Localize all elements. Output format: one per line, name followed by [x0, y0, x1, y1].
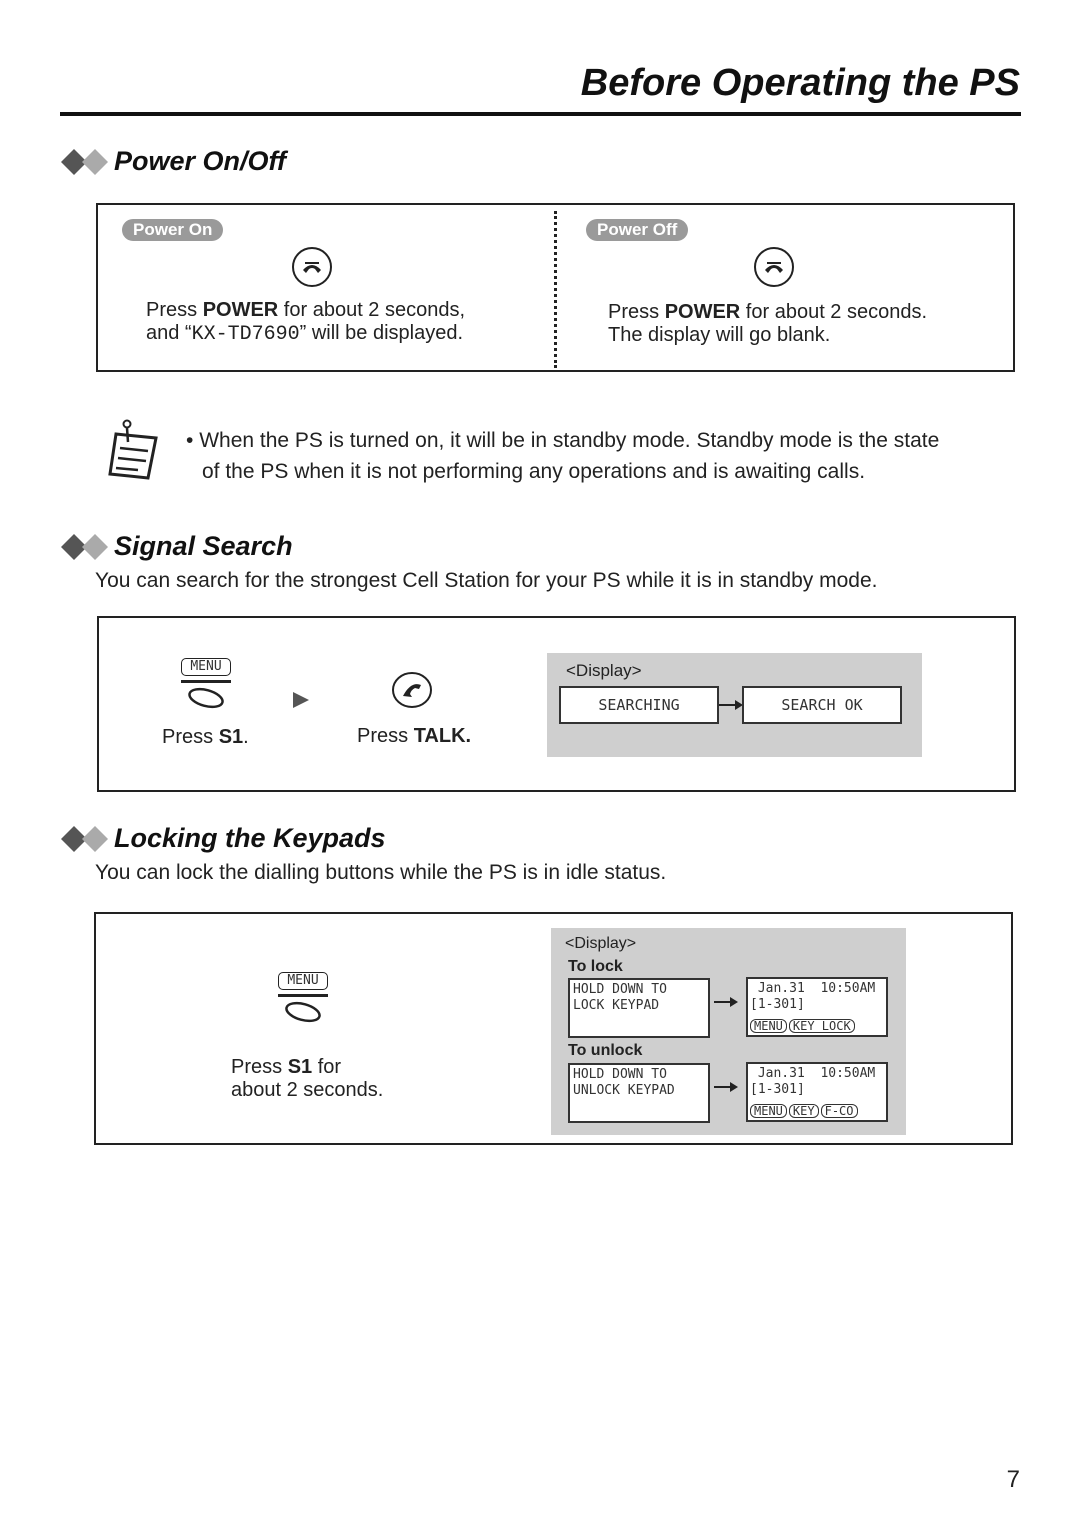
section-heading-lock	[60, 823, 386, 854]
note-text: • When the PS is turned on, it will be in standby mode. Standby mode is the state of the PS when it is not performing any operations and is awaiting calls.	[186, 429, 940, 483]
arrow-right-icon	[719, 698, 743, 712]
lcd-searching: SEARCHING	[559, 686, 719, 724]
display-panel	[547, 653, 922, 757]
to-lock-label: To lock	[568, 958, 623, 975]
lcd-search-ok: SEARCH OK	[742, 686, 902, 724]
step2-label: Press TALK.	[357, 725, 472, 747]
talk-key-icon	[391, 669, 433, 711]
diamond-bullets-icon	[60, 824, 112, 854]
diamond-bullets-icon	[60, 147, 112, 177]
softkey-key-lock: KEY LOCK	[789, 1019, 855, 1033]
lock-intro: You can lock the dialling buttons while the PS is in idle status.	[95, 861, 667, 884]
section-title: Signal Search	[114, 531, 293, 561]
page-title: Before Operating the PS	[580, 62, 1020, 104]
signal-panel	[97, 616, 1016, 792]
power-key-icon	[290, 245, 334, 289]
divider	[554, 211, 557, 368]
lock-panel	[94, 912, 1013, 1145]
section-title: Power On/Off	[114, 146, 287, 176]
lcd-idle-lock: Jan.31 10:50AM [1-301] MENU KEY LOCK	[746, 977, 888, 1037]
signal-intro: You can search for the strongest Cell Station for your PS while it is in standby mode.	[95, 569, 878, 592]
title-rule	[60, 112, 1021, 116]
softkey-menu: MENU	[750, 1104, 787, 1118]
softkey-key: KEY	[789, 1104, 819, 1118]
menu-label: MENU	[278, 972, 328, 990]
menu-label: MENU	[181, 658, 231, 676]
to-unlock-label: To unlock	[568, 1042, 643, 1059]
power-on-badge: Power On	[122, 219, 223, 241]
page-number: 7	[1006, 1466, 1020, 1493]
diamond-bullets-icon	[60, 532, 112, 562]
soft-key-icon	[282, 1000, 324, 1024]
display-label: <Display>	[565, 935, 637, 952]
menu-s1-key	[278, 972, 328, 1029]
section-title: Locking the Keypads	[114, 823, 386, 853]
soft-key-icon	[185, 686, 227, 710]
step1-label: Press S1.	[162, 726, 249, 748]
display-label: <Display>	[566, 661, 642, 680]
power-key-icon	[752, 245, 796, 289]
lcd-hold-unlock: HOLD DOWN TO UNLOCK KEYPAD	[568, 1063, 710, 1123]
note-icon	[104, 418, 164, 484]
arrow-right-icon	[714, 995, 738, 1009]
softkey-f-co: F-CO	[821, 1104, 858, 1118]
power-on-instruction: Press POWER for about 2 seconds, and “KX-TD7690” will be displayed.	[146, 299, 466, 346]
power-panel	[96, 203, 1015, 372]
lcd-idle-unlock: Jan.31 10:50AM [1-301] MENU KEY F-CO	[746, 1062, 888, 1122]
lcd-hold-lock: HOLD DOWN TO LOCK KEYPAD	[568, 978, 710, 1038]
lock-step-label: Press S1 for about 2 seconds.	[231, 1056, 384, 1101]
softkey-menu: MENU	[750, 1019, 787, 1033]
next-arrow-icon	[291, 690, 311, 710]
section-heading-signal	[60, 531, 293, 562]
section-heading-power	[60, 146, 286, 177]
power-off-instruction: Press POWER for about 2 seconds. The display will go blank.	[608, 301, 928, 346]
arrow-right-icon	[714, 1080, 738, 1094]
power-off-badge: Power Off	[586, 219, 688, 241]
display-panel	[551, 928, 906, 1135]
menu-s1-key	[181, 658, 231, 715]
